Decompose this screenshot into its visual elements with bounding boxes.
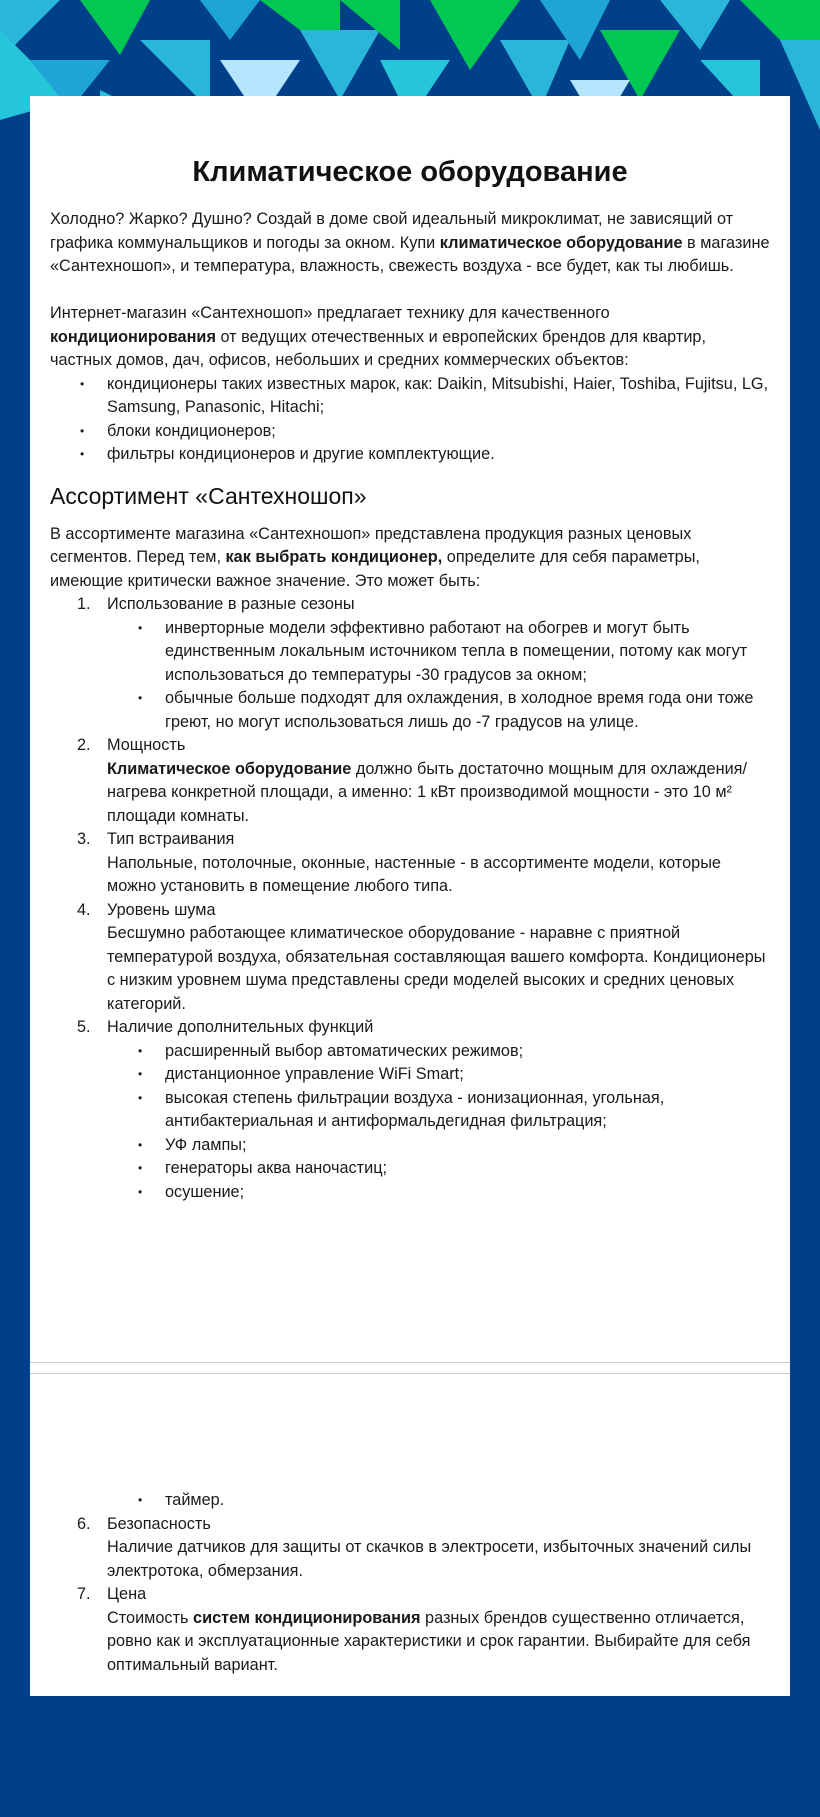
intro-paragraph [50, 208, 770, 279]
list-item-text: фильтры кондиционеров и другие комплектующие. [107, 445, 495, 463]
criteria-item-price [77, 1583, 770, 1677]
item-label: Цена [107, 1585, 147, 1603]
list-item [138, 1063, 770, 1087]
item-number: 4. [77, 900, 91, 919]
page-break [30, 1362, 790, 1374]
bullet-icon: • [138, 691, 143, 705]
item-number: 3. [77, 830, 91, 848]
power-link-climate-equipment[interactable]: Климатическое оборудование [107, 759, 352, 778]
item-description [107, 758, 770, 829]
list-item-text: кондиционеры таких известных марок, как: Daikin, Mitsubishi, Haier, Toshiba, Fujitsu, LG, Samsung, Panasonic, Hitachi; [107, 374, 769, 416]
item-description: Наличие датчиков для защиты от скачков в электросети, избыточных значений силы электротока, обмерзания. [107, 1538, 752, 1580]
list-item [138, 1157, 770, 1181]
shop-link-conditioning[interactable]: кондиционирования [50, 327, 216, 346]
list-item [80, 373, 770, 420]
criteria-item-seasons [77, 593, 770, 734]
item-number: 7. [77, 1585, 91, 1603]
list-item-text: осушение; [165, 1182, 245, 1201]
bullet-icon: • [80, 423, 85, 438]
shop-paragraph [50, 302, 770, 373]
list-item [138, 617, 770, 688]
item-number: 2. [77, 736, 91, 754]
list-item [138, 687, 770, 734]
item-label: Мощность [107, 736, 186, 754]
bullet-icon: • [80, 376, 85, 391]
item-description-text-end: разных брендов существенно отличается, ровно как и эксплуатационные характеристики и срок гарантии. Выбирайте для себя оптимальный вариант. [107, 1608, 751, 1674]
bullet-icon: • [138, 1067, 143, 1081]
list-item [138, 1181, 770, 1205]
list-item-text: инверторные модели эффективно работают на обогрев и могут быть единственным локальным источником тепла в помещении, потому как могут использоваться до температуры -30 градусов за окном; [165, 618, 748, 684]
product-list [50, 373, 770, 467]
list-item-text: генераторы аква наночастиц; [165, 1159, 388, 1177]
bullet-icon: • [138, 1090, 143, 1105]
document-page [30, 96, 790, 1696]
item-description-text: Стоимость [107, 1608, 194, 1627]
bullet-icon: • [138, 1043, 143, 1058]
criteria-item-power [77, 734, 770, 828]
assortment-heading: Ассортимент «Сантехношоп» [50, 482, 367, 509]
item-description: Бесшумно работающее климатическое оборудование - наравне с приятной температурой воздуха, обязательная составляющая вашего комфорта. Кондиционеры с низким уровнем шума представлены среди моделей высоких и средних ценовых категорий. [107, 924, 766, 1013]
page-title: Климатическое оборудование [192, 156, 628, 188]
intro-link-climate-equipment[interactable]: климатическое оборудование [439, 233, 683, 252]
list-item [138, 1087, 770, 1134]
item-label: Уровень шума [107, 900, 216, 919]
criteria-item-functions [77, 1016, 770, 1204]
list-item-text: высокая степень фильтрации воздуха - ионизационная, угольная, антибактериальная и антиформальдегидная фильтрация; [165, 1088, 665, 1130]
item-number: 5. [77, 1018, 91, 1036]
bullet-icon: • [138, 620, 143, 635]
bullet-icon: • [138, 1493, 143, 1507]
shop-text-end: от ведущих отечественных и европейских брендов для квартир, частных домов, дач, офисов, небольших и средних коммерческих объектов: [50, 327, 706, 369]
item-label: Тип встраивания [107, 830, 235, 848]
intro-text: Холодно? Жарко? Душно? Создай в доме свой идеальный микроклимат, не зависящий от графика коммунальщиков и погоды за окном. Купи [50, 210, 734, 252]
item-label: Наличие дополнительных функций [107, 1018, 374, 1036]
list-item [80, 443, 770, 467]
intro-text-end: в магазине «Сантехношоп», и температура, влажность, свежесть воздуха - все будет, как ты любишь. [50, 233, 770, 275]
list-item-text: блоки кондиционеров; [107, 421, 276, 440]
criteria-item-safety [77, 1513, 770, 1584]
assortment-link-choose-ac[interactable]: как выбрать кондиционер, [225, 548, 443, 566]
criteria-list [50, 593, 770, 1204]
list-item-text: таймер. [165, 1491, 225, 1509]
assortment-paragraph [50, 523, 770, 594]
bullet-icon: • [138, 1137, 143, 1152]
list-item-text: расширенный выбор автоматических режимов; [165, 1041, 524, 1060]
price-link-ac-systems[interactable]: систем кондиционирования [193, 1608, 421, 1627]
item-description [107, 1607, 770, 1678]
criteria-item-mounting [77, 828, 770, 899]
item-description-text: должно быть достаточно мощным для охлаждения/нагрева конкретной площади, а именно: 1 кВт производимой мощности - это 10 м² площади комнаты. [107, 759, 748, 825]
list-item-text: обычные больше подходят для охлаждения, в холодное время года они тоже греют, но могут использоваться лишь до -7 градусов на улице. [165, 689, 754, 731]
list-item-text: УФ лампы; [165, 1135, 247, 1154]
shop-text: Интернет-магазин «Сантехношоп» предлагает технику для качественного [50, 304, 610, 322]
bullet-icon: • [138, 1184, 143, 1199]
list-item [138, 1040, 770, 1064]
assortment-text-end: определите для себя параметры, имеющие критически важное значение. Это может быть: [50, 548, 700, 590]
item-number: 6. [77, 1514, 91, 1533]
list-item [138, 1134, 770, 1158]
item-label: Безопасность [107, 1514, 211, 1533]
item-label: Использование в разные сезоны [107, 595, 355, 613]
bullet-icon: • [138, 1161, 143, 1175]
item-number: 1. [77, 595, 91, 613]
criteria-list-continued [50, 1489, 770, 1677]
list-item [138, 1489, 770, 1513]
list-item-text: дистанционное управление WiFi Smart; [165, 1065, 464, 1083]
criteria-item-noise [77, 899, 770, 1017]
bullet-icon: • [80, 447, 85, 461]
main-content [50, 208, 770, 1204]
assortment-text: В ассортименте магазина «Сантехношоп» представлена продукция разных ценовых сегментов. Перед тем, [50, 524, 692, 566]
criteria-item-functions-cont [107, 1489, 770, 1513]
item-description: Напольные, потолочные, оконные, настенные - в ассортименте модели, которые можно установить в помещение любого типа. [107, 853, 721, 895]
list-item [80, 420, 770, 444]
page-two-content [50, 1489, 770, 1677]
